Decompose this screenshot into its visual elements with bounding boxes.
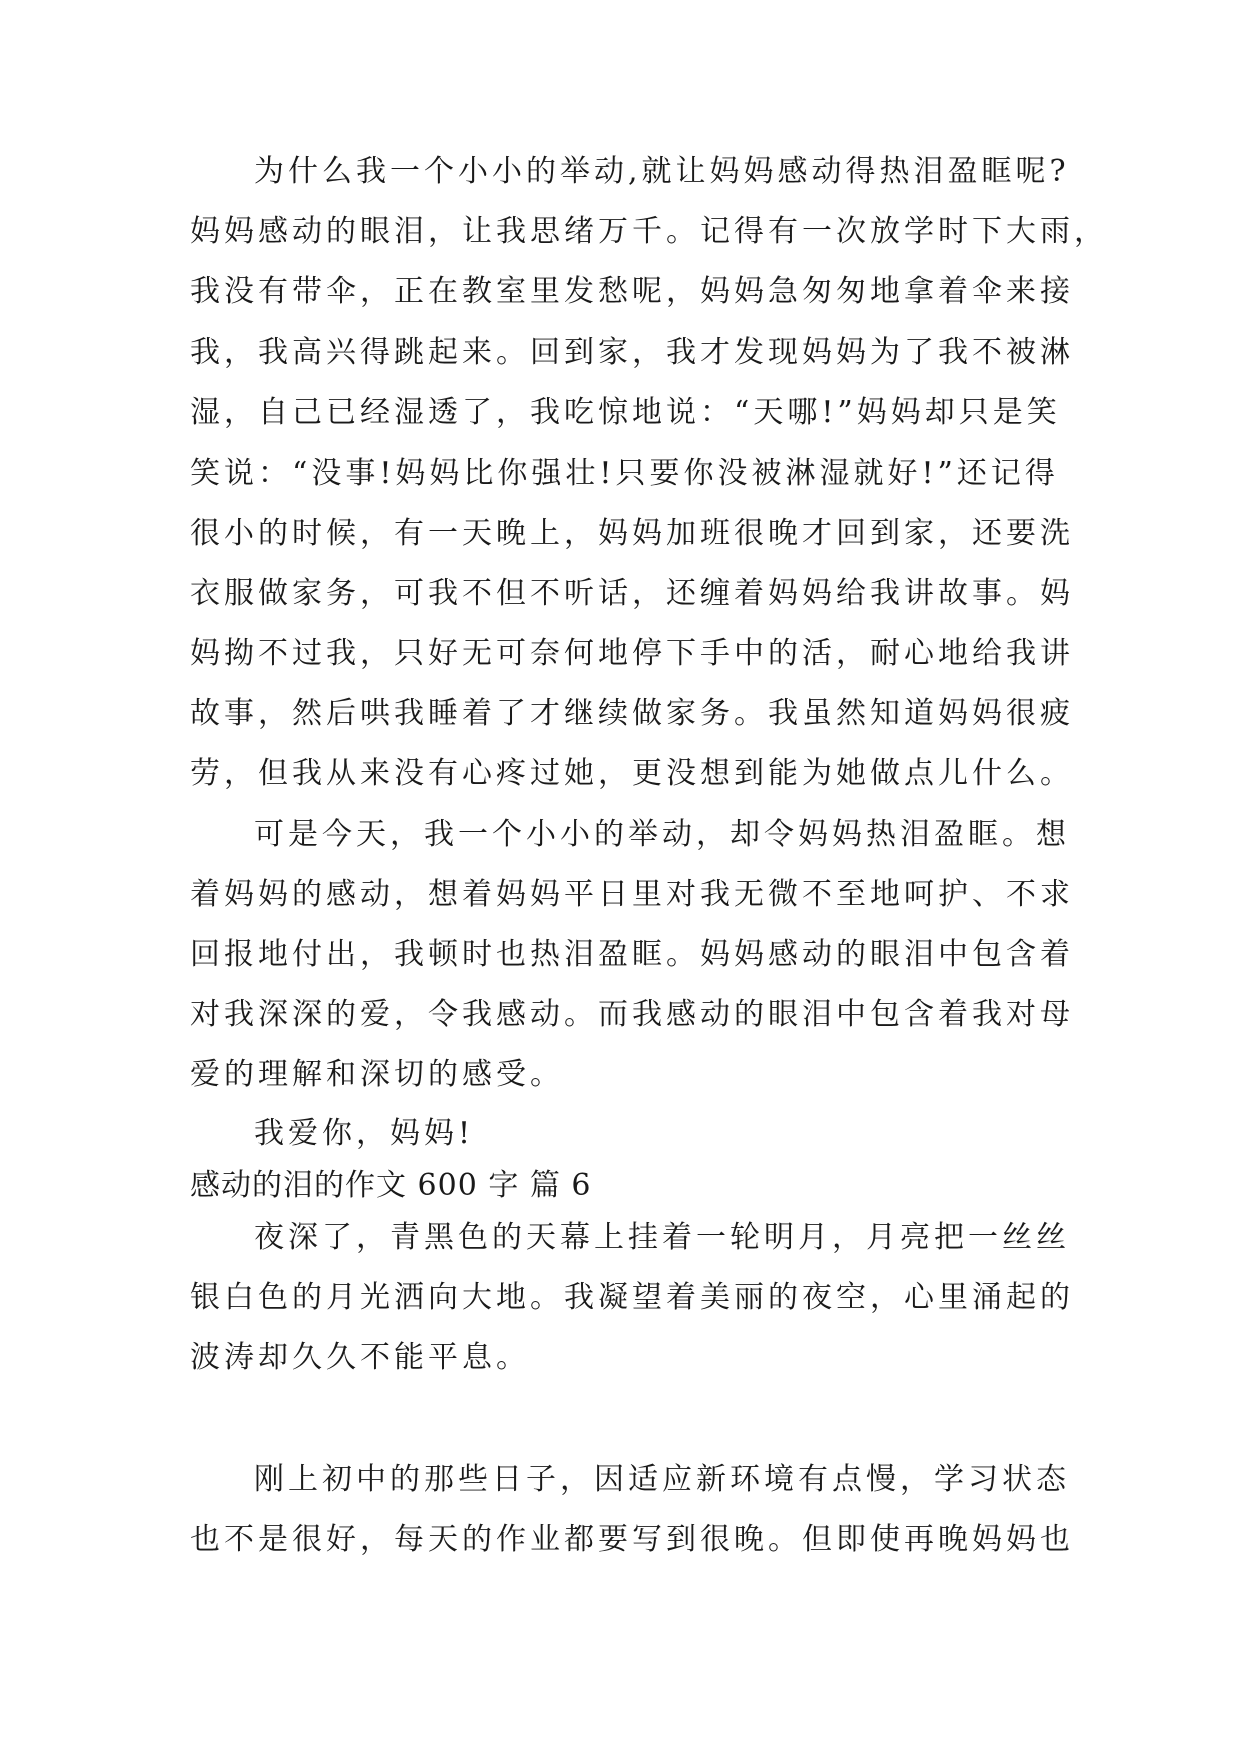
text-line: 刚上初中的那些日子，因适应新环境有点慢，学习状态 (254, 1462, 1070, 1497)
text-line: 可是今天，我一个小小的举动，却令妈妈热泪盈眶。想 (254, 817, 1070, 852)
text-line: 为什么我一个小小的举动,就让妈妈感动得热泪盈眶呢? (254, 154, 1070, 189)
text-line: 着妈妈的感动，想着妈妈平日里对我无微不至地呵护、不求 (190, 877, 1074, 912)
text-line: 银白色的月光洒向大地。我凝望着美丽的夜空，心里涌起的 (190, 1280, 1074, 1315)
text-line: 爱的理解和深切的感受。 (190, 1057, 564, 1092)
text-line: 劳，但我从来没有心疼过她，更没想到能为她做点儿什么。 (190, 756, 1074, 791)
text-line: 对我深深的爱，令我感动。而我感动的眼泪中包含着我对母 (190, 997, 1074, 1032)
text-line: 我爱你，妈妈! (254, 1116, 475, 1151)
text-line: 也不是很好，每天的作业都要写到很晚。但即使再晚妈妈也 (190, 1522, 1074, 1557)
text-line: 故事，然后哄我睡着了才继续做家务。我虽然知道妈妈很疲 (190, 696, 1074, 731)
text-line: 我没有带伞，正在教室里发愁呢，妈妈急匆匆地拿着伞来接 (190, 274, 1074, 309)
text-line: 笑说：“没事!妈妈比你强壮!只要你没被淋湿就好!”还记得 (190, 456, 1059, 491)
text-line: 衣服做家务，可我不但不听话，还缠着妈妈给我讲故事。妈 (190, 576, 1074, 611)
text-line: 回报地付出，我顿时也热泪盈眶。妈妈感动的眼泪中包含着 (190, 937, 1074, 972)
text-line: 妈妈感动的眼泪，让我思绪万千。记得有一次放学时下大雨， (190, 214, 1108, 249)
text-line: 我，我高兴得跳起来。回到家，我才发现妈妈为了我不被淋 (190, 335, 1074, 370)
text-line: 波涛却久久不能平息。 (190, 1340, 530, 1375)
section-heading: 感动的泪的作文 600 字 篇 6 (190, 1168, 592, 1203)
text-line: 湿，自己已经湿透了，我吃惊地说：“天哪!”妈妈却只是笑 (190, 395, 1061, 430)
text-line: 夜深了，青黑色的天幕上挂着一轮明月，月亮把一丝丝 (254, 1220, 1070, 1255)
text-line: 很小的时候，有一天晚上，妈妈加班很晚才回到家，还要洗 (190, 516, 1074, 551)
text-line: 妈拗不过我，只好无可奈何地停下手中的活，耐心地给我讲 (190, 636, 1074, 671)
